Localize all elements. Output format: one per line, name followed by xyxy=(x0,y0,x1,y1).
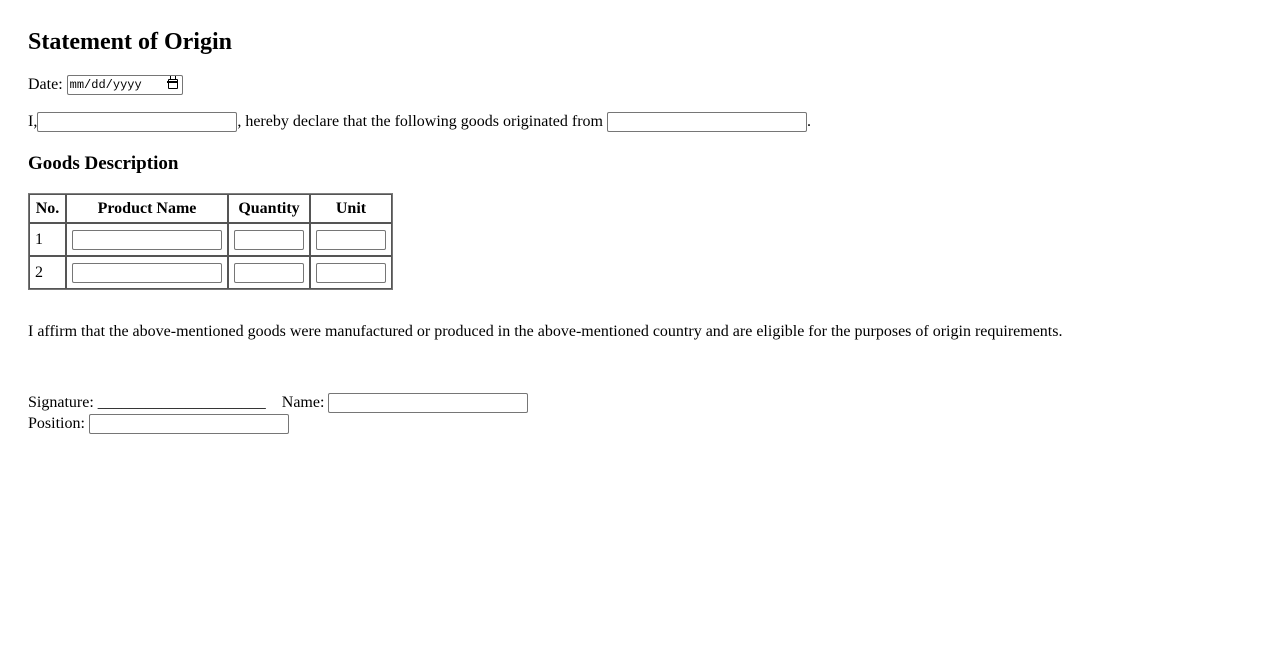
position-row xyxy=(28,414,289,434)
date-row xyxy=(28,75,183,95)
name-input[interactable] xyxy=(328,393,528,413)
row-number: 1 xyxy=(29,223,66,256)
quantity-input[interactable] xyxy=(234,263,304,283)
column-header-unit: Unit xyxy=(310,194,392,223)
position-input[interactable] xyxy=(89,414,289,434)
page-title: Statement of Origin xyxy=(28,29,232,55)
table-row xyxy=(29,256,392,289)
signature-row xyxy=(28,393,528,413)
unit-input[interactable] xyxy=(316,263,386,283)
position-label: Position: xyxy=(28,415,85,432)
product-name-cell xyxy=(66,223,228,256)
goods-table xyxy=(28,193,393,290)
quantity-cell xyxy=(228,256,310,289)
declare-prefix: I, xyxy=(28,113,38,130)
date-placeholder: mm/dd/yyyy xyxy=(69,78,142,93)
declare-suffix: . xyxy=(807,113,811,130)
column-header-no: No. xyxy=(29,194,66,223)
affirmation-text: I affirm that the above-mentioned goods were manufactured or produced in the above-mentioned country and are eligible for the purposes of origin requirements. xyxy=(28,323,1063,340)
product-name-cell xyxy=(66,256,228,289)
declarant-name-input[interactable] xyxy=(37,112,237,132)
unit-input[interactable] xyxy=(316,230,386,250)
date-input[interactable] xyxy=(67,75,183,95)
column-header-product-name: Product Name xyxy=(66,194,228,223)
signature-line: _____________________ xyxy=(97,394,266,411)
unit-cell xyxy=(310,223,392,256)
table-row xyxy=(29,223,392,256)
unit-cell xyxy=(310,256,392,289)
quantity-input[interactable] xyxy=(234,230,304,250)
goods-heading: Goods Description xyxy=(28,153,179,174)
column-header-quantity: Quantity xyxy=(228,194,310,223)
product-name-input[interactable] xyxy=(72,230,222,250)
declare-middle-text: , hereby declare that the following goods originated from xyxy=(237,113,603,130)
product-name-input[interactable] xyxy=(72,263,222,283)
calendar-icon[interactable] xyxy=(168,79,178,89)
table-header-row xyxy=(29,194,392,223)
signature-label: Signature: xyxy=(28,394,94,411)
declaration-row xyxy=(28,112,811,132)
origin-country-input[interactable] xyxy=(607,112,807,132)
quantity-cell xyxy=(228,223,310,256)
date-label: Date: xyxy=(28,76,63,93)
row-number: 2 xyxy=(29,256,66,289)
name-label: Name: xyxy=(281,394,325,411)
